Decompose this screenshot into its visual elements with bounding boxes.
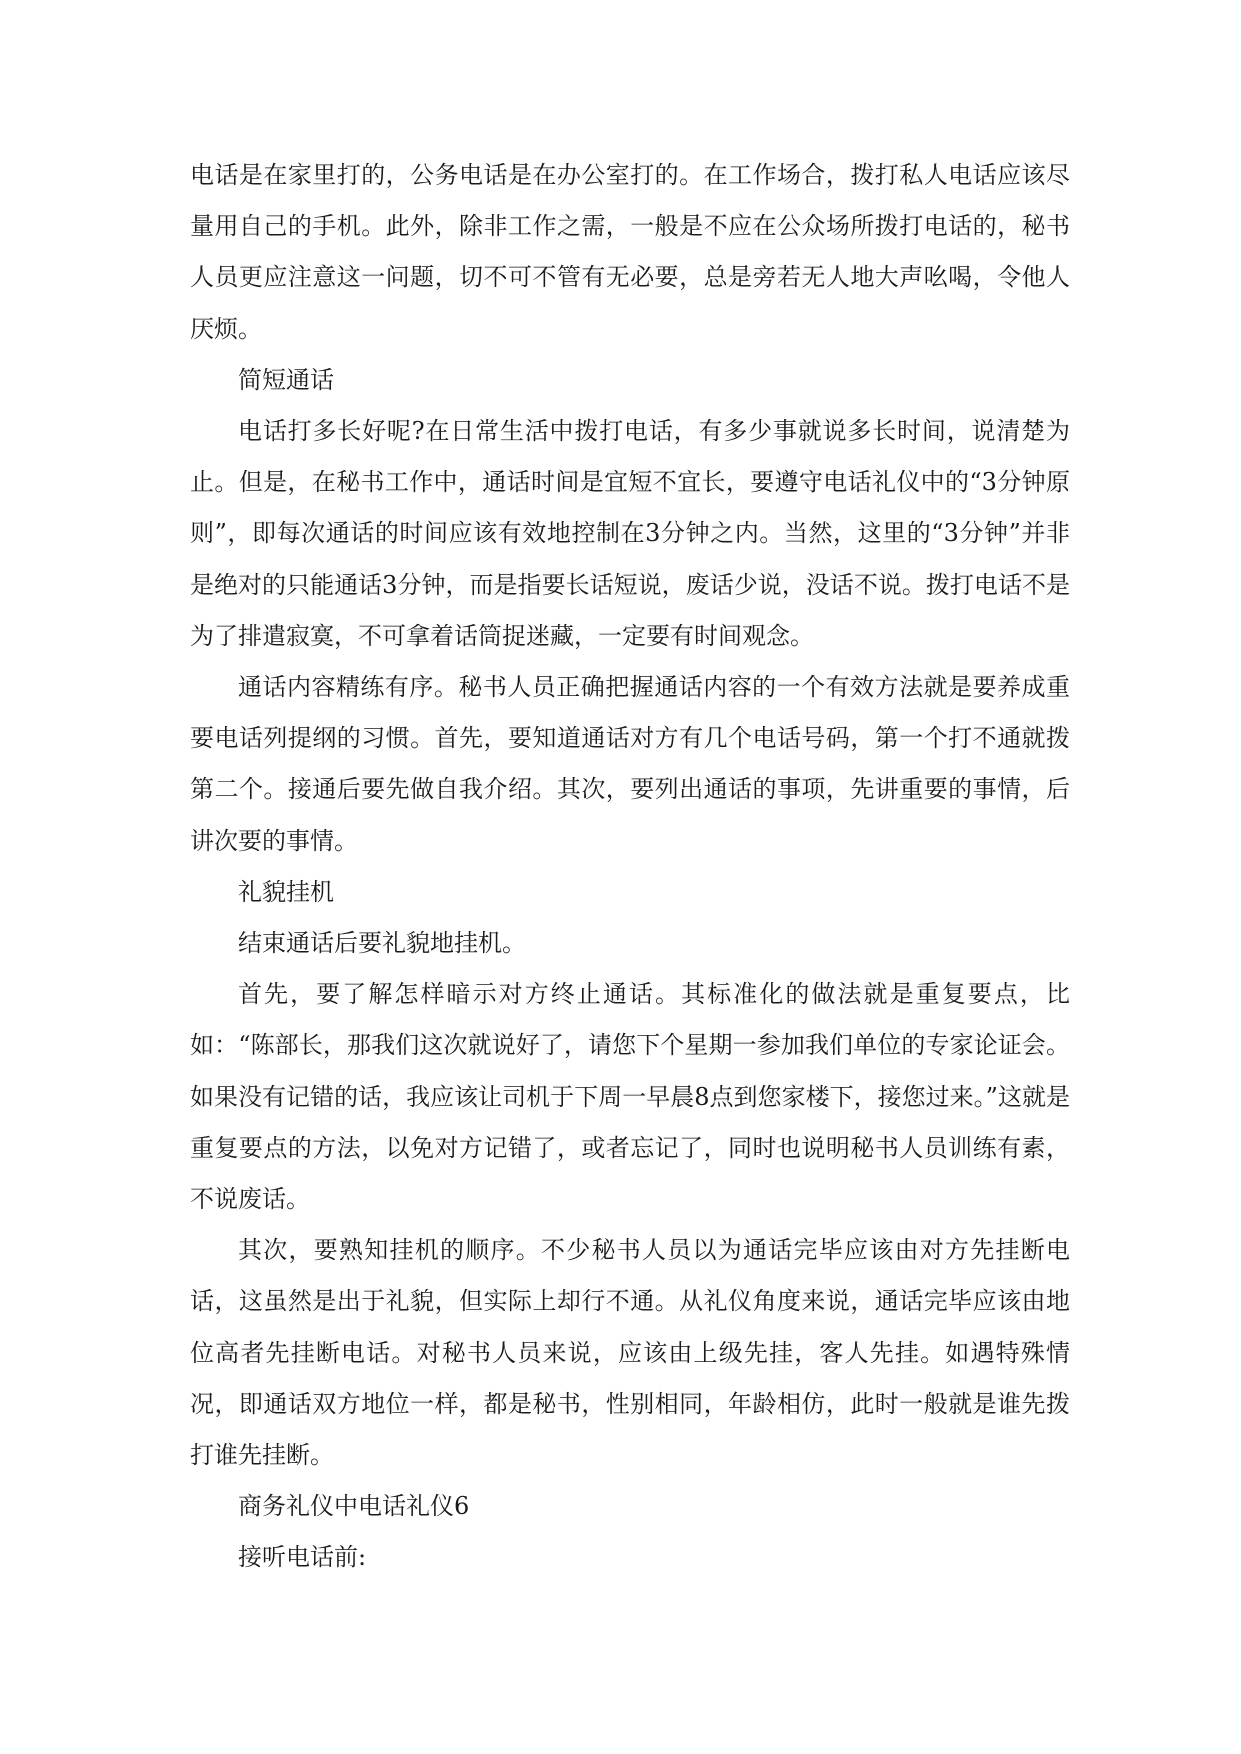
paragraph-signal-end-call: 首先，要了解怎样暗示对方终止通话。其标准化的做法就是重复要点，比如：“陈部长，那我们这次就说好了，请您下个星期一参加我们单位的专家论证会。如果没有记错的话，我应该让司机于下周一早晨8点到您家楼下，接您过来。”这就是重复要点的方法，以免对方记错了，或者忘记了，同时也说明秘书人员训练有素，不说废话。	[190, 980, 1070, 1214]
paragraph-hangup-order: 其次，要熟知挂机的顺序。不少秘书人员以为通话完毕应该由对方先挂断电话，这虽然是出于礼貌，但实际上却行不通。从礼仪角度来说，通话完毕应该由地位高者先挂断电话。对秘书人员来说，应该由上级先挂，客人先挂。如遇特殊情况，即通话双方地位一样，都是秘书，性别相同，年龄相仿，此时一般就是谁先拨打谁先挂断。	[190, 1236, 1070, 1470]
paragraph-hangup-politely: 结束通话后要礼貌地挂机。	[238, 929, 526, 958]
document-body	[190, 150, 1070, 1584]
heading-brief-call: 简短通话	[238, 365, 334, 394]
heading-before-answering: 接听电话前:	[238, 1543, 367, 1572]
paragraph-call-content-order: 通话内容精练有序。秘书人员正确把握通话内容的一个有效方法就是要养成重要电话列提纲的习惯。首先，要知道通话对方有几个电话号码，第一个打不通就拨第二个。接通后要先做自我介绍。其次，要列出通话的事项，先讲重要的事情，后讲次要的事情。	[190, 673, 1070, 855]
heading-phone-etiquette-6: 商务礼仪中电话礼仪6	[238, 1492, 470, 1521]
paragraph-three-minute-rule: 电话打多长好呢?在日常生活中拨打电话，有多少事就说多长时间，说清楚为止。但是，在秘书工作中，通话时间是宜短不宜长，要遵守电话礼仪中的“3分钟原则”，即每次通话的时间应该有效地控制在3分钟之内。当然，这里的“3分钟”并非是绝对的只能通话3分钟，而是指要长话短说，废话少说，没话不说。拨打电话不是为了排遣寂寞，不可拿着话筒捉迷藏，一定要有时间观念。	[190, 417, 1070, 650]
heading-polite-hangup: 礼貌挂机	[238, 877, 334, 906]
paragraph-public-phone-usage: 电话是在家里打的，公务电话是在办公室打的。在工作场合，拨打私人电话应该尽量用自己的手机。此外，除非工作之需，一般是不应在公众场所拨打电话的，秘书人员更应注意这一问题，切不可不管有无必要，总是旁若无人地大声吆喝，令他人厌烦。	[190, 161, 1070, 343]
